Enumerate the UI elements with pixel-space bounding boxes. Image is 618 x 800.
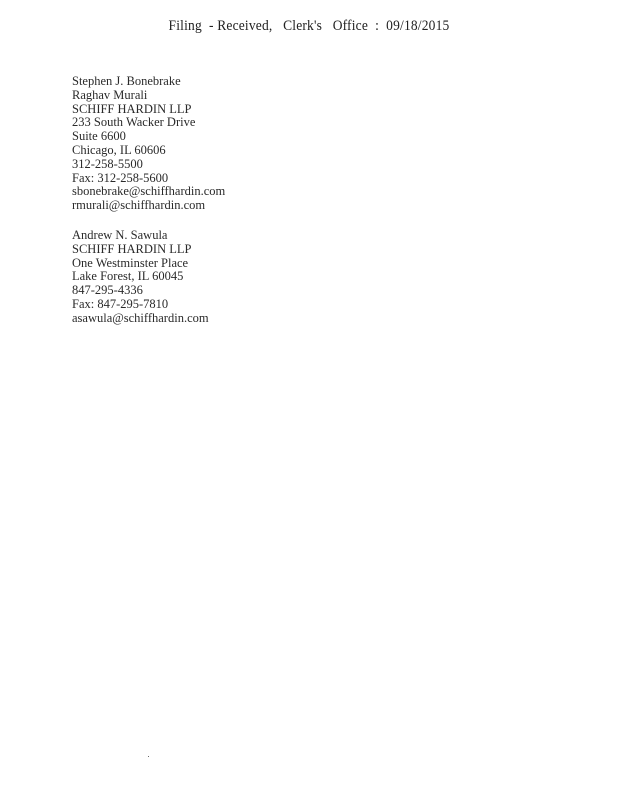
contact-name: Stephen J. Bonebrake (72, 74, 181, 88)
contact-name: Raghav Murali (72, 87, 148, 102)
city-state-zip: Chicago, IL 60606 (72, 142, 166, 157)
filing-stamp (31, 18, 587, 35)
suite: Suite 6600 (72, 129, 126, 144)
street-address: 233 South Wacker Drive (72, 115, 196, 130)
fax-number: Fax: 312-258-5600 (72, 170, 169, 185)
firm-name: SCHIFF HARDIN LLP (72, 241, 192, 256)
filing-stamp-text: Filing - Received, Clerk's Office : 09/18/2015 (168, 18, 450, 34)
phone-number: 847-295-4336 (72, 283, 143, 298)
contact-name: Andrew N. Sawula (72, 228, 168, 242)
email-address: asawula@schiffhardin.com (72, 310, 209, 325)
contact-block-sawula (72, 229, 209, 326)
phone-number: 312-258-5500 (72, 156, 143, 171)
fax-number: Fax: 847-295-7810 (72, 296, 169, 311)
city-state-zip: Lake Forest, IL 60045 (72, 269, 184, 284)
contact-block-bonebrake (72, 75, 225, 213)
firm-name: SCHIFF HARDIN LLP (72, 101, 192, 116)
email-address: rmurali@schiffhardin.com (72, 198, 206, 213)
street-address: One Westminster Place (72, 255, 189, 270)
scan-speck (148, 756, 149, 757)
email-address: sbonebrake@schiffhardin.com (72, 184, 226, 199)
